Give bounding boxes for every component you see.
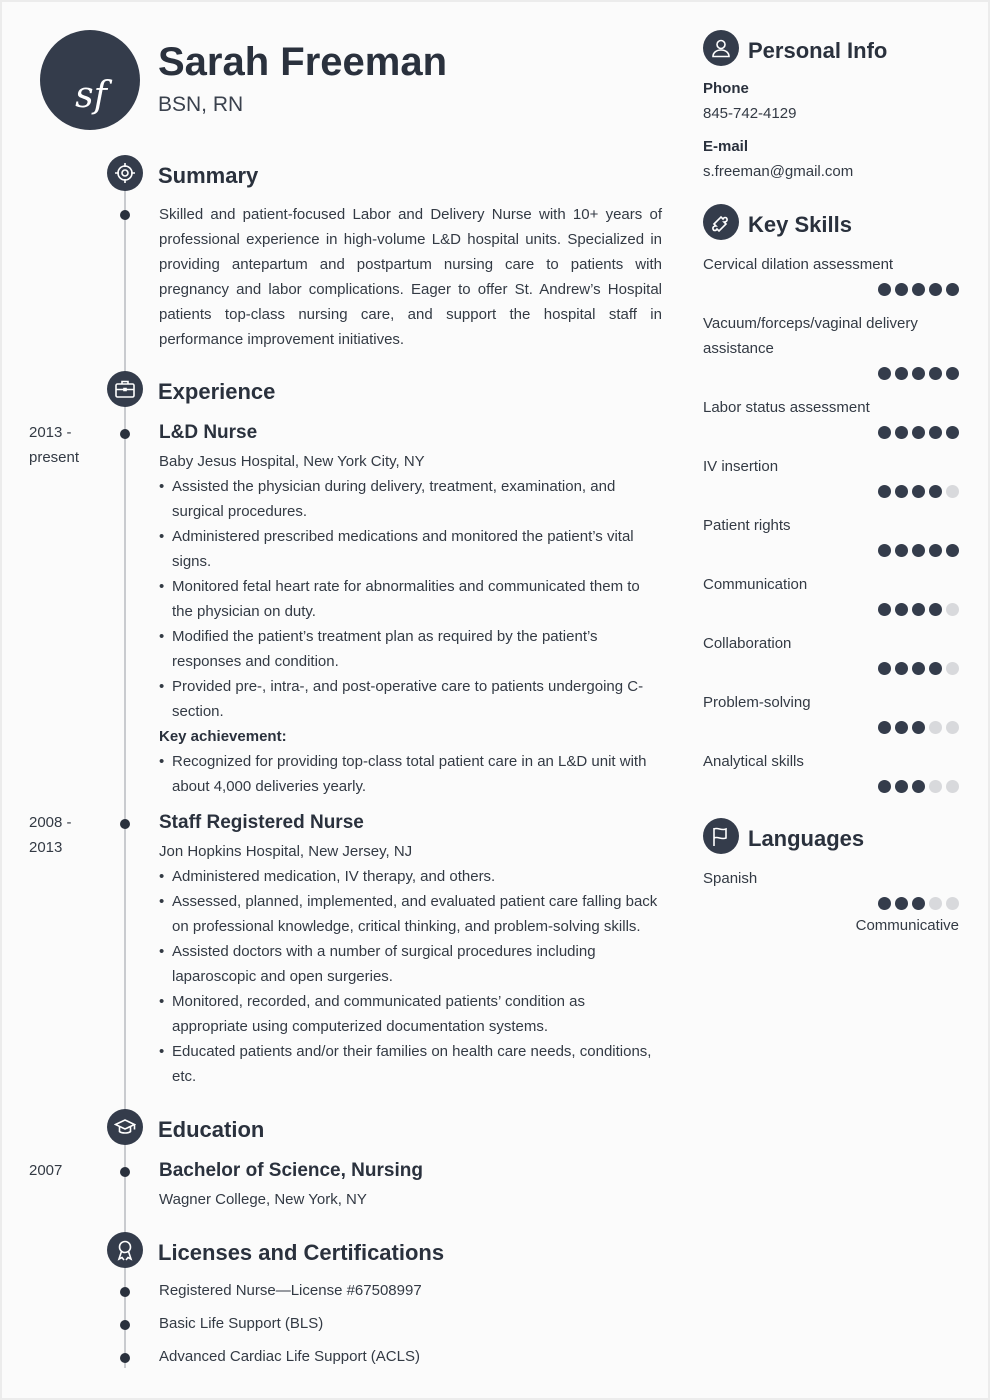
rating-dot [946, 780, 959, 793]
skill-name: Analytical skills [703, 753, 804, 770]
language-rating [878, 897, 959, 910]
phone-value: 845-742-4129 [703, 105, 797, 122]
license-item: Registered Nurse—License #67508997 [159, 1282, 422, 1299]
timeline-line [124, 172, 126, 1368]
skill-rating [878, 426, 959, 439]
rating-dot [929, 603, 942, 616]
experience-heading: Experience [158, 379, 276, 404]
education-heading: Education [158, 1117, 265, 1142]
skill-rating [878, 544, 959, 557]
resume-page [2, 2, 988, 1398]
award-ribbon-icon [107, 1232, 143, 1268]
skill-rating [878, 603, 959, 616]
licenses-heading: Licenses and Certifications [158, 1240, 445, 1265]
rating-dot [929, 367, 942, 380]
candidate-credentials: BSN, RN [158, 93, 244, 116]
skill-name: IV insertion [703, 458, 779, 475]
rating-dot [929, 283, 942, 296]
list-item: • Assessed, planned, implemented, and evaluated patient care falling back on professional knowledge, critical thinking, and problem-solving skills. [159, 889, 662, 939]
timeline-dot [120, 1287, 130, 1297]
language-level: Communicative [855, 917, 959, 934]
license-item: Basic Life Support (BLS) [159, 1315, 324, 1332]
list-item: • Assisted the physician during delivery, treatment, examination, and surgical procedures. [159, 474, 662, 524]
rating-dot [912, 603, 925, 616]
rating-dot [895, 780, 908, 793]
timeline-dot [120, 429, 130, 439]
summary-text: Skilled and patient-focused Labor and Delivery Nurse with 10+ years of professional experience in high-volume L&D hospital units. Specialized in providing antepartum and postpartum nursing care to patients with pregnancy and labor complications. Eager to offer St. Andrew’s Hospital patients top-class nursing care, and support the hospital staff in performance improvement initiatives. [159, 206, 662, 348]
rating-dot [878, 283, 891, 296]
license-item: Advanced Cardiac Life Support (ACLS) [159, 1348, 420, 1365]
timeline-dot [120, 819, 130, 829]
list-item: • Modified the patient’s treatment plan as required by the patient’s responses and condition. [159, 624, 662, 674]
rating-dot [946, 662, 959, 675]
graduation-cap-icon [107, 1109, 143, 1145]
rating-dot [929, 721, 942, 734]
initials: sf [75, 75, 107, 116]
skill-name: Labor status assessment [703, 399, 870, 416]
rating-dot [912, 662, 925, 675]
rating-dot [929, 426, 942, 439]
skill-rating [878, 367, 959, 380]
degree-title: Bachelor of Science, Nursing [159, 1160, 423, 1181]
rating-dot [878, 426, 891, 439]
list-item: • Educated patients and/or their families on health care needs, conditions, etc. [159, 1039, 662, 1089]
skill-rating [878, 283, 959, 296]
skill-rating [878, 780, 959, 793]
rating-dot [878, 721, 891, 734]
timeline-dot [120, 1353, 130, 1363]
job-employer: Jon Hopkins Hospital, New Jersey, NJ [159, 843, 413, 860]
rating-dot [895, 485, 908, 498]
job-title: L&D Nurse [159, 422, 258, 443]
phone-label: Phone [703, 80, 749, 97]
skill-rating [878, 662, 959, 675]
rating-dot [946, 283, 959, 296]
rating-dot [878, 897, 891, 910]
skill-name: Vacuum/forceps/vaginal delivery assistance [703, 315, 918, 357]
achievement-bullets [159, 749, 662, 799]
job-bullets [159, 474, 662, 724]
rating-dot [895, 426, 908, 439]
school-name: Wagner College, New York, NY [159, 1191, 367, 1208]
rating-dot [946, 721, 959, 734]
rating-dot [929, 897, 942, 910]
list-item: • Recognized for providing top-class total patient care in an L&D unit with about 4,000 deliveries yearly. [159, 749, 662, 799]
list-item: • Provided pre-, intra-, and post-operative care to patients undergoing C-section. [159, 674, 662, 724]
rating-dot [895, 367, 908, 380]
list-item: • Monitored, recorded, and communicated patients’ condition as appropriate using computerized documentation systems. [159, 989, 662, 1039]
rating-dot [912, 367, 925, 380]
rating-dot [946, 426, 959, 439]
rating-dot [929, 485, 942, 498]
rating-dot [895, 603, 908, 616]
rating-dot [946, 897, 959, 910]
rating-dot [912, 544, 925, 557]
flag-icon [703, 818, 739, 854]
rating-dot [929, 780, 942, 793]
list-item: • Monitored fetal heart rate for abnormalities and communicated them to the physician on duty. [159, 574, 662, 624]
rating-dot [946, 544, 959, 557]
skill-name: Communication [703, 576, 808, 593]
rating-dot [912, 897, 925, 910]
rating-dot [878, 603, 891, 616]
skill-name: Collaboration [703, 635, 792, 652]
personal-info-heading: Personal Info [748, 38, 888, 63]
key-skills-heading: Key Skills [748, 212, 852, 237]
skill-rating [878, 721, 959, 734]
target-icon [107, 155, 143, 191]
timeline-dot [120, 210, 130, 220]
puzzle-piece-icon [703, 204, 739, 240]
list-item: • Administered medication, IV therapy, and others. [159, 864, 662, 889]
user-icon [703, 30, 739, 66]
key-achievement-label: Key achievement: [159, 728, 287, 745]
rating-dot [895, 897, 908, 910]
language-name: Spanish [703, 870, 758, 887]
job-bullets [159, 864, 662, 1089]
email-label: E-mail [703, 138, 749, 155]
list-item: • Administered prescribed medications and monitored the patient’s vital signs. [159, 524, 662, 574]
rating-dot [912, 485, 925, 498]
job-date: 2013 - present [29, 424, 80, 466]
skill-name: Patient rights [703, 517, 791, 534]
summary-heading: Summary [158, 163, 259, 188]
skill-rating [878, 485, 959, 498]
skill-name: Problem-solving [703, 694, 811, 711]
languages-heading: Languages [748, 826, 865, 851]
rating-dot [895, 283, 908, 296]
skill-name: Cervical dilation assessment [703, 256, 894, 273]
education-date: 2007 [29, 1162, 63, 1179]
job-title: Staff Registered Nurse [159, 812, 364, 833]
rating-dot [895, 544, 908, 557]
rating-dot [895, 721, 908, 734]
rating-dot [946, 367, 959, 380]
briefcase-icon [107, 371, 143, 407]
rating-dot [878, 367, 891, 380]
initials-avatar [40, 30, 140, 130]
job-date: 2008 - 2013 [29, 814, 72, 856]
rating-dot [912, 426, 925, 439]
rating-dot [929, 662, 942, 675]
rating-dot [878, 780, 891, 793]
timeline-dot [120, 1320, 130, 1330]
rating-dot [946, 485, 959, 498]
email-value: s.freeman@gmail.com [703, 163, 854, 180]
rating-dot [878, 544, 891, 557]
rating-dot [878, 485, 891, 498]
rating-dot [929, 544, 942, 557]
rating-dot [912, 283, 925, 296]
rating-dot [895, 662, 908, 675]
candidate-name: Sarah Freeman [158, 40, 448, 84]
rating-dot [912, 721, 925, 734]
timeline-dot [120, 1167, 130, 1177]
rating-dot [912, 780, 925, 793]
rating-dot [878, 662, 891, 675]
list-item: • Assisted doctors with a number of surgical procedures including laparoscopic and open surgeries. [159, 939, 662, 989]
rating-dot [946, 603, 959, 616]
job-employer: Baby Jesus Hospital, New York City, NY [159, 453, 425, 470]
